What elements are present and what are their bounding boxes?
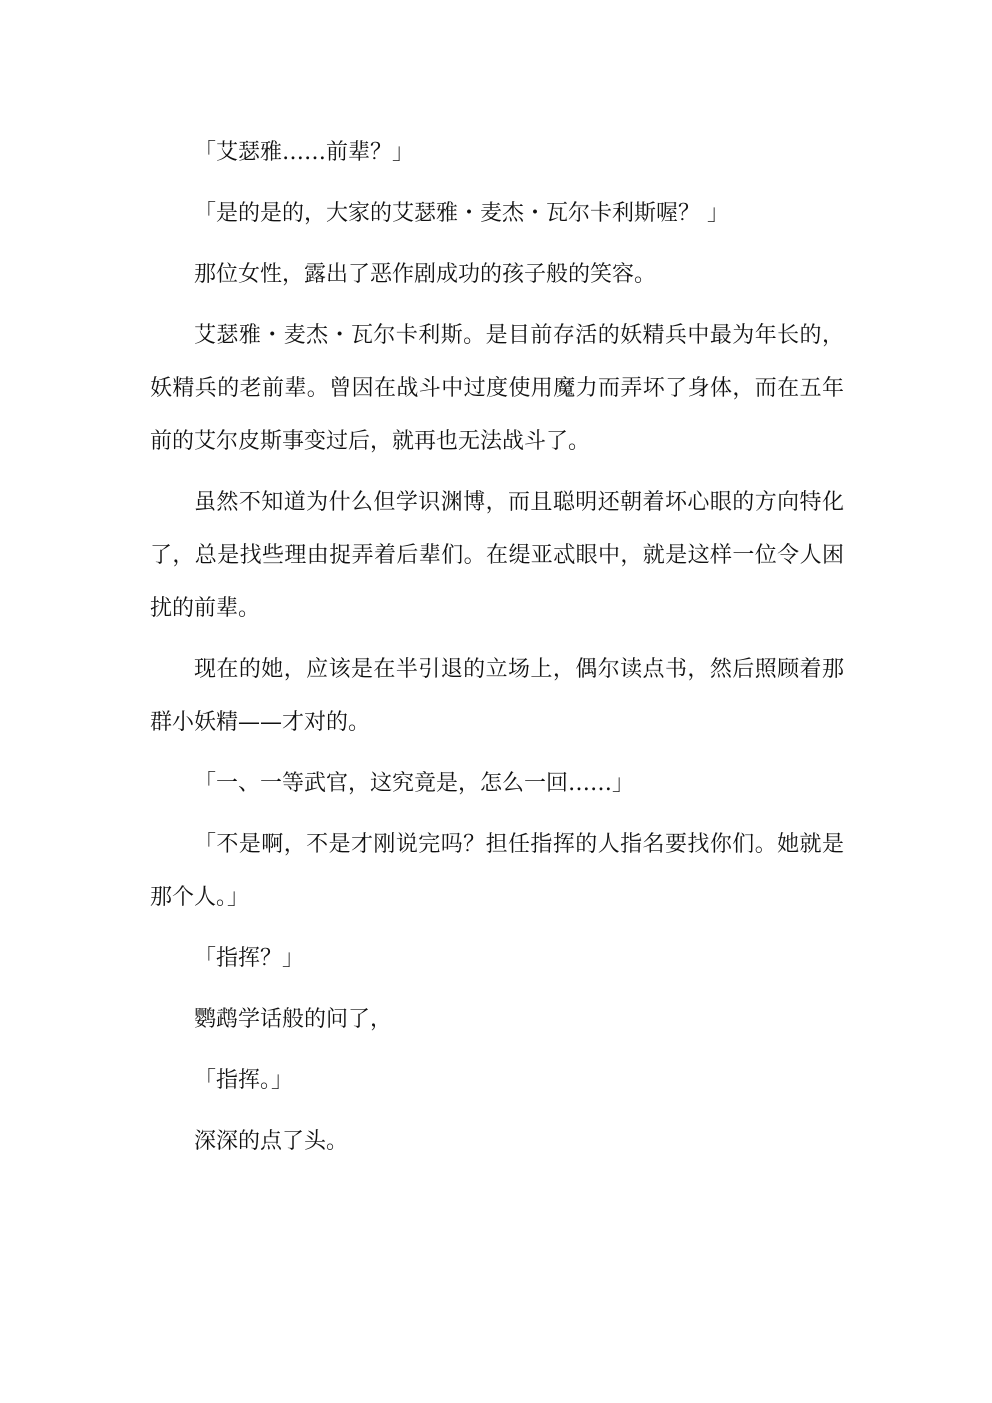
paragraph-dialogue: 「一、一等武官，这究竟是，怎么一回……」 [194,771,635,796]
paragraph-dialogue: 「艾瑟雅……前辈？」 [194,140,415,165]
paragraph-narration: 现在的她，应该是在半引退的立场上，偶尔读点书，然后照顾着那群小妖精——才对的。 [150,657,844,735]
paragraph-narration: 深深的点了头。 [194,1129,349,1154]
paragraph-dialogue: 「是的是的，大家的艾瑟雅・麦杰・瓦尔卡利斯喔？ 」 [194,201,729,226]
paragraph-dialogue: 「不是啊，不是才刚说完吗？担任指挥的人指名要找你们。她就是那个人。」 [150,832,844,910]
novel-text-body [150,126,844,1176]
paragraph-dialogue: 「指挥。」 [194,1068,294,1093]
paragraph-narration: 鹦鹉学话般的问了， [194,1007,393,1032]
paragraph-narration: 艾瑟雅・麦杰・瓦尔卡利斯。是目前存活的妖精兵中最为年长的，妖精兵的老前辈。曾因在战斗中过度使用魔力而弄坏了身体，而在五年前的艾尔皮斯事变过后，就再也无法战斗了。 [150,323,844,454]
paragraph-narration: 虽然不知道为什么但学识渊博，而且聪明还朝着坏心眼的方向特化了，总是找些理由捉弄着后辈们。在缇亚忒眼中，就是这样一位令人困扰的前辈。 [150,490,844,621]
paragraph-narration: 那位女性，露出了恶作剧成功的孩子般的笑容。 [194,262,657,287]
paragraph-dialogue: 「指挥？」 [194,946,305,971]
